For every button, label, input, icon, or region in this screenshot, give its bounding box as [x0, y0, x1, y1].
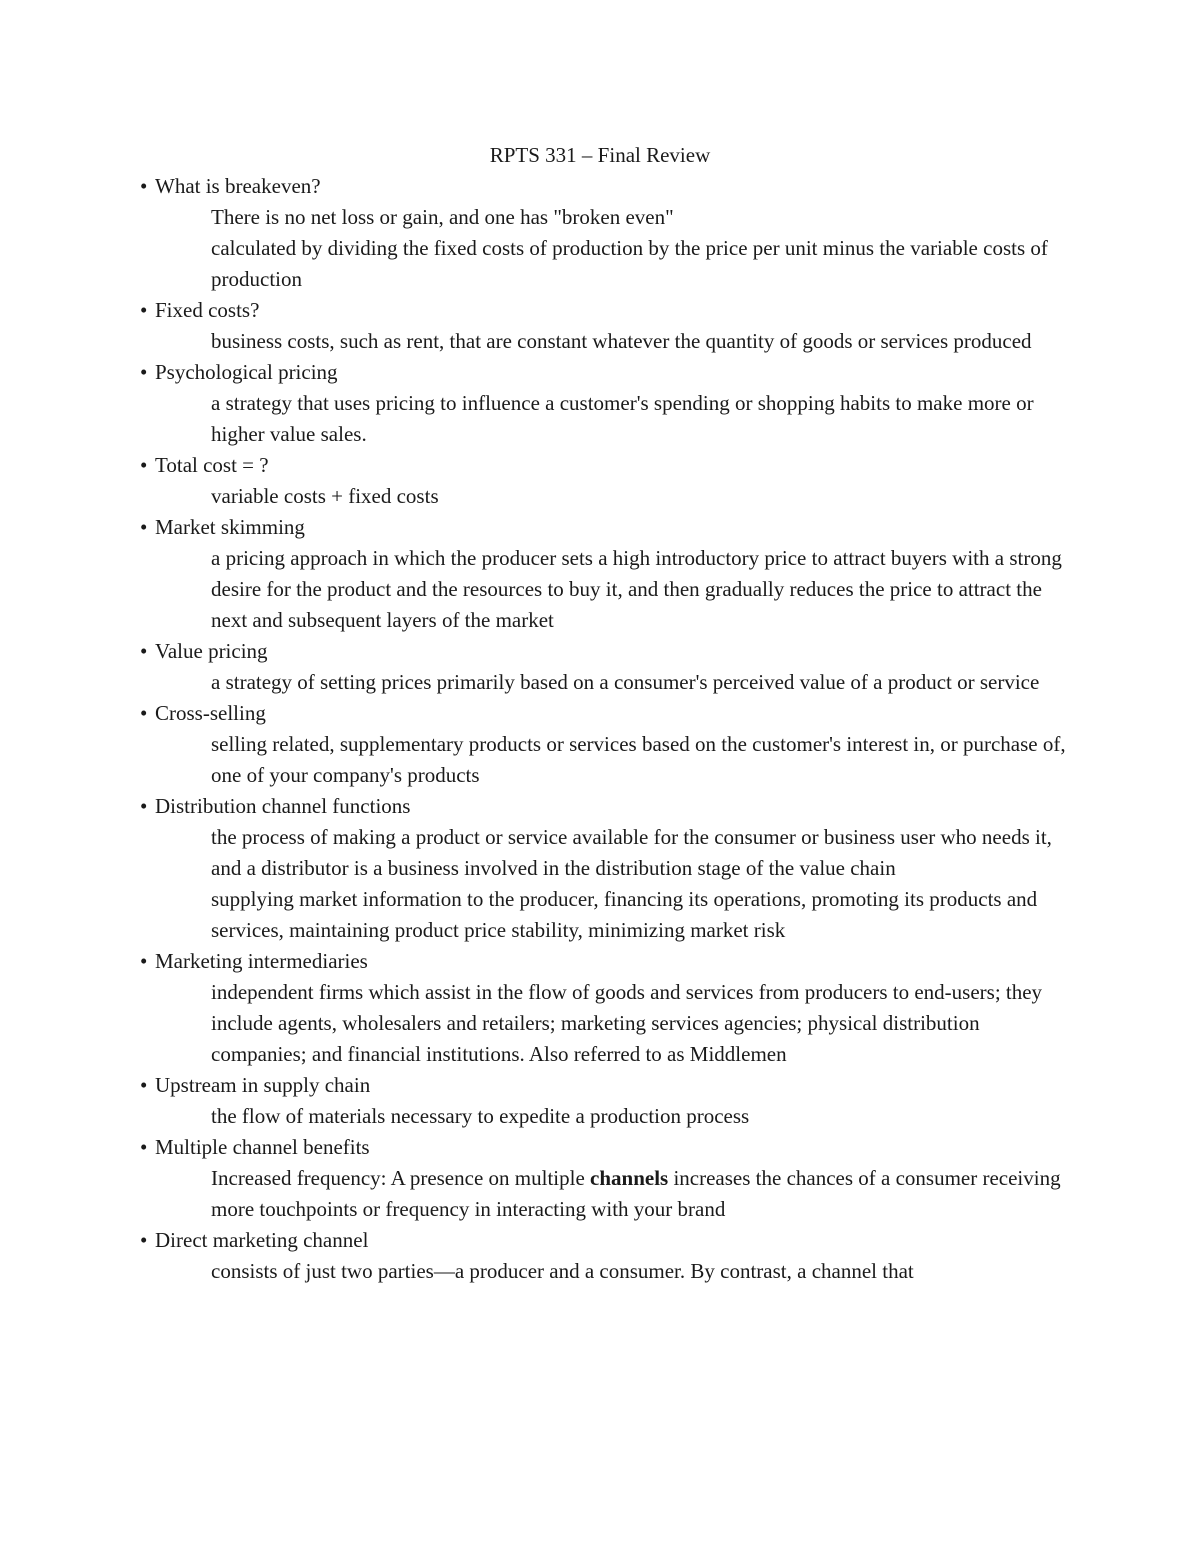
answer-text: variable costs + fixed costs [211, 484, 439, 508]
list-item [140, 698, 1070, 791]
page-title: RPTS 331 – Final Review [489, 143, 711, 167]
question [140, 1225, 1070, 1256]
answer-text: calculated by dividing the fixed costs of production by the price per unit minus the variable costs of production [211, 236, 1048, 291]
answer-text: a strategy of setting prices primarily based on a consumer's perceived value of a product or service [211, 670, 1040, 694]
bullet: • [140, 794, 148, 818]
answer-block [140, 202, 1070, 295]
question [140, 357, 1070, 388]
question [140, 171, 1070, 202]
bullet: • [140, 1135, 148, 1159]
bullet: • [140, 360, 148, 384]
bullet: • [140, 515, 148, 539]
question-text: Direct marketing channel [155, 1228, 369, 1252]
bullet: • [140, 639, 148, 663]
question-text: Psychological pricing [155, 360, 338, 384]
question [140, 450, 1070, 481]
list-item [140, 1070, 1070, 1132]
list-item [140, 171, 1070, 295]
bullet: • [140, 1073, 148, 1097]
list-item [140, 512, 1070, 636]
answer-text: supplying market information to the producer, financing its operations, promoting its products and services, maintaining product price stability, minimizing market risk [211, 887, 1038, 942]
answer-block [140, 388, 1070, 450]
question-text: What is breakeven? [155, 174, 321, 198]
question-text: Value pricing [155, 639, 268, 663]
question-text: Multiple channel benefits [155, 1135, 370, 1159]
highlighted-term: channels [590, 1166, 669, 1190]
question [140, 512, 1070, 543]
answer-text-part: Increased frequency: A presence on multiple [211, 1166, 591, 1190]
answer-text: selling related, supplementary products or services based on the customer's interest in, or purchase of, one of your company's products [211, 732, 1066, 787]
answer-text-part: increases the chances of a consumer receiving more touchpoints or frequency in interacting with your brand [211, 1166, 1061, 1221]
list-item [140, 357, 1070, 450]
review-list [140, 171, 1070, 1287]
answer-block [140, 543, 1070, 636]
list-item [140, 791, 1070, 946]
bullet: • [140, 298, 148, 322]
bullet: • [140, 701, 148, 725]
answer-block [140, 481, 1070, 512]
list-item [140, 636, 1070, 698]
answer-text: a strategy that uses pricing to influence a customer's spending or shopping habits to make more or higher value sales. [211, 391, 1034, 446]
answer-block [140, 1101, 1070, 1132]
bullet: • [140, 949, 148, 973]
question-text: Cross-selling [155, 701, 266, 725]
bullet: • [140, 453, 148, 477]
list-item [140, 450, 1070, 512]
answer-text: independent firms which assist in the flow of goods and services from producers to end-users; they include agents, wholesalers and retailers; marketing services agencies; physical distribution companies; and financial institutions. Also referred to as Middlemen [211, 980, 1043, 1066]
list-item [140, 946, 1070, 1070]
question-text: Distribution channel functions [155, 794, 411, 818]
question [140, 1132, 1070, 1163]
question-text: Fixed costs? [155, 298, 260, 322]
answer-block [140, 667, 1070, 698]
answer-text: the process of making a product or service available for the consumer or business user who needs it, and a distributor is a business involved in the distribution stage of the value chain [211, 825, 1052, 880]
answer-block [140, 977, 1070, 1070]
question-text: Marketing intermediaries [155, 949, 368, 973]
question-text: Market skimming [155, 515, 305, 539]
bullet: • [140, 1228, 148, 1252]
question-text: Total cost = ? [155, 453, 269, 477]
question [140, 1070, 1070, 1101]
list-item [140, 295, 1070, 357]
answer-text: the flow of materials necessary to expedite a production process [211, 1104, 750, 1128]
question [140, 698, 1070, 729]
question [140, 791, 1070, 822]
answer-text: There is no net loss or gain, and one has "broken even" [211, 205, 674, 229]
answer-text: a pricing approach in which the producer sets a high introductory price to attract buyers with a strong desire for the product and the resources to buy it, and then gradually reduces the price to attract the next and subsequent layers of the market [211, 546, 1062, 632]
question [140, 636, 1070, 667]
answer-text [211, 1163, 1070, 1225]
answer-block [140, 1256, 1070, 1287]
answer-block [140, 326, 1070, 357]
question-text: Upstream in supply chain [155, 1073, 371, 1097]
answer-block [140, 822, 1070, 946]
list-item [140, 1132, 1070, 1225]
answer-text: consists of just two parties—a producer and a consumer. By contrast, a channel that [211, 1259, 914, 1283]
bullet: • [140, 174, 148, 198]
answer-block [140, 1163, 1070, 1225]
question [140, 946, 1070, 977]
question [140, 295, 1070, 326]
answer-text: business costs, such as rent, that are constant whatever the quantity of goods or services produced [211, 329, 1032, 353]
answer-block [140, 729, 1070, 791]
list-item [140, 1225, 1070, 1287]
